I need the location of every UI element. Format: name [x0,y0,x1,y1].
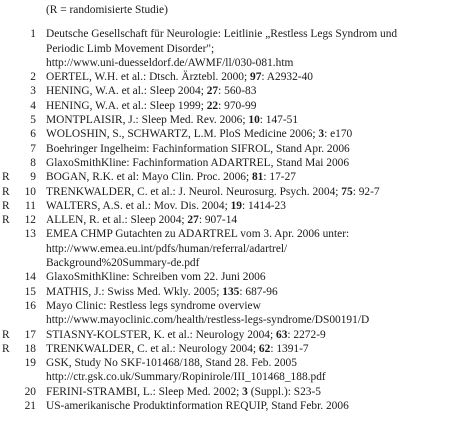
reference-line [46,127,466,141]
reference-segment: OERTEL, W.H. et al.: Dtsch. Ärztebl. 2000; [46,71,250,84]
reference-item [0,285,467,299]
reference-number: 3 [30,85,36,98]
reference-number: 16 [24,299,36,312]
reference-text [46,127,466,141]
reference-number: 11 [25,199,36,212]
randomized-marker: R [2,342,10,355]
reference-text [46,142,466,156]
reference-segment: : A2932-40 [261,71,313,84]
randomized-marker [0,270,12,284]
randomized-marker [0,70,12,84]
reference-line [46,299,466,313]
randomized-marker [0,156,12,170]
reference-segment: http://www.mayoclinic.com/health/restless-legs-syndrome/DS00191/D [46,314,370,327]
randomized-marker [0,142,12,156]
reference-segment: http://ctr.gsk.co.uk/Summary/Ropinirole/III_101468_188.pdf [46,371,326,384]
randomized-marker: R [2,328,10,341]
reference-number: 4 [30,99,36,112]
reference-segment: WALTERS, A.S. et al.: Mov. Dis. 2004; [46,199,231,212]
volume-number: 3 [318,128,325,141]
reference-segment: : 147-51 [259,114,299,127]
reference-number: 9 [30,171,36,184]
reference-item [0,113,467,127]
reference-line [46,185,466,199]
reference-item [0,199,467,213]
reference-text [46,399,466,413]
reference-number: 21 [24,400,36,413]
reference-number: 2 [30,71,36,84]
reference-number: 20 [24,385,36,398]
reference-segment: Background%20Summary-de.pdf [46,257,200,270]
reference-segment: : 907-14 [198,214,238,227]
reference-segment: Mayo Clinic: Restless legs syndrome overview [46,299,261,312]
reference-segment: HENING, W.A. et al.: Sleep 2004; [46,85,207,98]
randomized-marker: R [2,214,10,227]
reference-text [46,356,466,385]
reference-item [0,299,467,328]
reference-text [46,99,466,113]
reference-segment: http://www.emea.eu.int/pdfs/human/referral/adartrel/ [46,242,288,255]
reference-segment: BOGAN, R.K. et al: Mayo Clin. Proc. 2006; [46,171,252,184]
reference-item [0,185,467,199]
reference-item [0,156,467,170]
reference-segment: : 687-96 [239,285,278,298]
volume-number: 75 [341,185,353,198]
reference-item [0,399,467,413]
randomized-marker: R [2,185,10,198]
reference-number: 7 [30,142,36,155]
reference-segment: GlaxoSmithKline: Schreiben vom 22. Juni 2006 [46,271,266,284]
reference-segment: http://www.uni-duesseldorf.de/AWMF/ll/030-081.htm [46,56,294,69]
reference-item [0,84,467,98]
reference-text [46,156,466,170]
reference-segment: : 1391-7 [270,342,309,355]
reference-text [46,113,466,127]
reference-number: 8 [30,156,36,169]
reference-number: 5 [30,114,36,127]
reference-item [0,227,467,270]
randomized-marker [0,84,12,98]
randomized-marker [0,99,12,113]
randomized-marker: R [2,171,10,184]
reference-item [0,213,467,227]
reference-text [46,342,466,356]
randomized-marker [0,399,12,413]
reference-item [0,99,467,113]
reference-text [46,299,466,328]
reference-segment: GlaxoSmithKline: Fachinformation ADARTREL, Stand Mai 2006 [46,156,350,169]
reference-line [46,342,466,356]
reference-item [0,328,467,342]
reference-line [46,227,466,241]
reference-line [46,99,466,113]
reference-segment: : 92-7 [352,185,380,198]
reference-segment: HENING, W.A. et al.: Sleep 1999; [46,99,207,112]
reference-line [46,84,466,98]
reference-line [46,170,466,184]
reference-line [46,142,466,156]
volume-number: 81 [251,171,264,184]
volume-number: 19 [230,199,242,212]
reference-line [46,285,466,299]
reference-segment: STIASNY-KOLSTER, K. et al.: Neurology 2004; [46,328,277,341]
randomized-marker [0,385,12,399]
randomized-marker [0,299,12,328]
reference-text [46,185,466,199]
reference-segment: MATHIS, J.: Swiss Med. Wkly. 2005; [46,285,223,298]
reference-number: 12 [24,214,36,227]
reference-number: 1 [30,28,36,41]
reference-segment: Deutsche Gesellschaft für Neurologie: Leitlinie „Restless Legs Syndrom und [46,28,398,41]
reference-segment: : 970-99 [218,99,257,112]
volume-number: 97 [250,71,262,84]
randomized-marker [0,113,12,127]
volume-number: 62 [258,342,271,355]
reference-line [46,199,466,213]
reference-item [0,170,467,184]
volume-number: 10 [248,114,260,127]
randomized-marker [0,27,12,70]
reference-segment: FERINI-STRAMBI, L.: Sleep Med. 2002; [46,385,243,398]
reference-line [46,328,466,342]
reference-segment: : 2272-9 [287,328,326,341]
randomized-marker [0,356,12,385]
reference-line [46,70,466,84]
reference-segment: EMEA CHMP Gutachten zu ADARTREL vom 3. Apr. 2006 unter: [46,228,350,241]
randomized-study-legend: (R = randomisierte Studie) [46,4,168,16]
reference-text [46,199,466,213]
reference-item [0,385,467,399]
reference-segment: US-amerikanische Produktinformation REQUIP, Stand Febr. 2006 [46,400,349,413]
reference-line [46,385,466,399]
reference-segment: : 560-83 [218,85,257,98]
reference-text [46,170,466,184]
reference-text [46,227,466,270]
reference-segment: GSK, Study No SKF-101468/188, Stand 28. Feb. 2005 [46,357,297,370]
volume-number: 3 [242,385,248,398]
reference-line [46,270,466,284]
reference-line [46,42,466,56]
reference-text [46,285,466,299]
reference-line [46,113,466,127]
reference-segment: MONTPLAISIR, J.: Sleep Med. Rev. 2006; [46,114,249,127]
reference-text [46,328,466,342]
reference-text [46,70,466,84]
reference-item [0,27,467,70]
reference-item [0,127,467,141]
reference-item [0,356,467,385]
randomized-marker [0,127,12,141]
reference-number: 19 [24,357,36,370]
reference-item [0,342,467,356]
reference-line [46,399,466,413]
reference-line [46,370,466,384]
reference-segment: TRENKWALDER, C. et al.: J. Neurol. Neurosurg. Psych. 2004; [46,185,342,198]
reference-segment: : 17-27 [263,171,296,184]
volume-number: 27 [187,214,199,227]
reference-segment: (Suppl.): S23-5 [247,385,321,398]
reference-segment: Boehringer Ingelheim: Fachinformation SIFROL, Stand Apr. 2006 [46,142,350,155]
reference-number: 14 [24,271,36,284]
reference-text [46,213,466,227]
reference-line [46,356,466,370]
reference-item [0,142,467,156]
reference-segment: : e170 [324,128,353,141]
reference-text [46,27,466,70]
reference-number: 17 [24,328,36,341]
volume-number: 135 [222,285,240,298]
reference-line [46,256,466,270]
reference-text [46,270,466,284]
reference-number: 13 [24,228,36,241]
reference-list [0,27,467,413]
reference-line [46,313,466,327]
reference-number: 6 [30,128,36,141]
reference-line [46,213,466,227]
reference-segment: ALLEN, R. et al.: Sleep 2004; [46,214,188,227]
reference-segment: : 1414-23 [241,199,286,212]
reference-line [46,27,466,41]
reference-segment: Periodic Limb Movement Disorder"; [46,42,215,55]
reference-line [46,56,466,70]
randomized-marker: R [2,199,10,212]
volume-number: 63 [276,328,288,341]
reference-item [0,270,467,284]
reference-number: 10 [24,185,36,198]
reference-segment: WOLOSHIN, S., SCHWARTZ, L.M. PloS Medicine 2006; [46,128,319,141]
reference-number: 18 [24,342,36,355]
reference-line [46,156,466,170]
volume-number: 22 [206,99,219,112]
volume-number: 27 [206,85,219,98]
reference-line [46,242,466,256]
randomized-marker [0,285,12,299]
reference-segment: TRENKWALDER, C. et al.: Neurology 2004; [46,342,259,355]
reference-item [0,70,467,84]
reference-text [46,385,466,399]
reference-text [46,84,466,98]
reference-number: 15 [24,285,36,298]
randomized-marker [0,227,12,270]
